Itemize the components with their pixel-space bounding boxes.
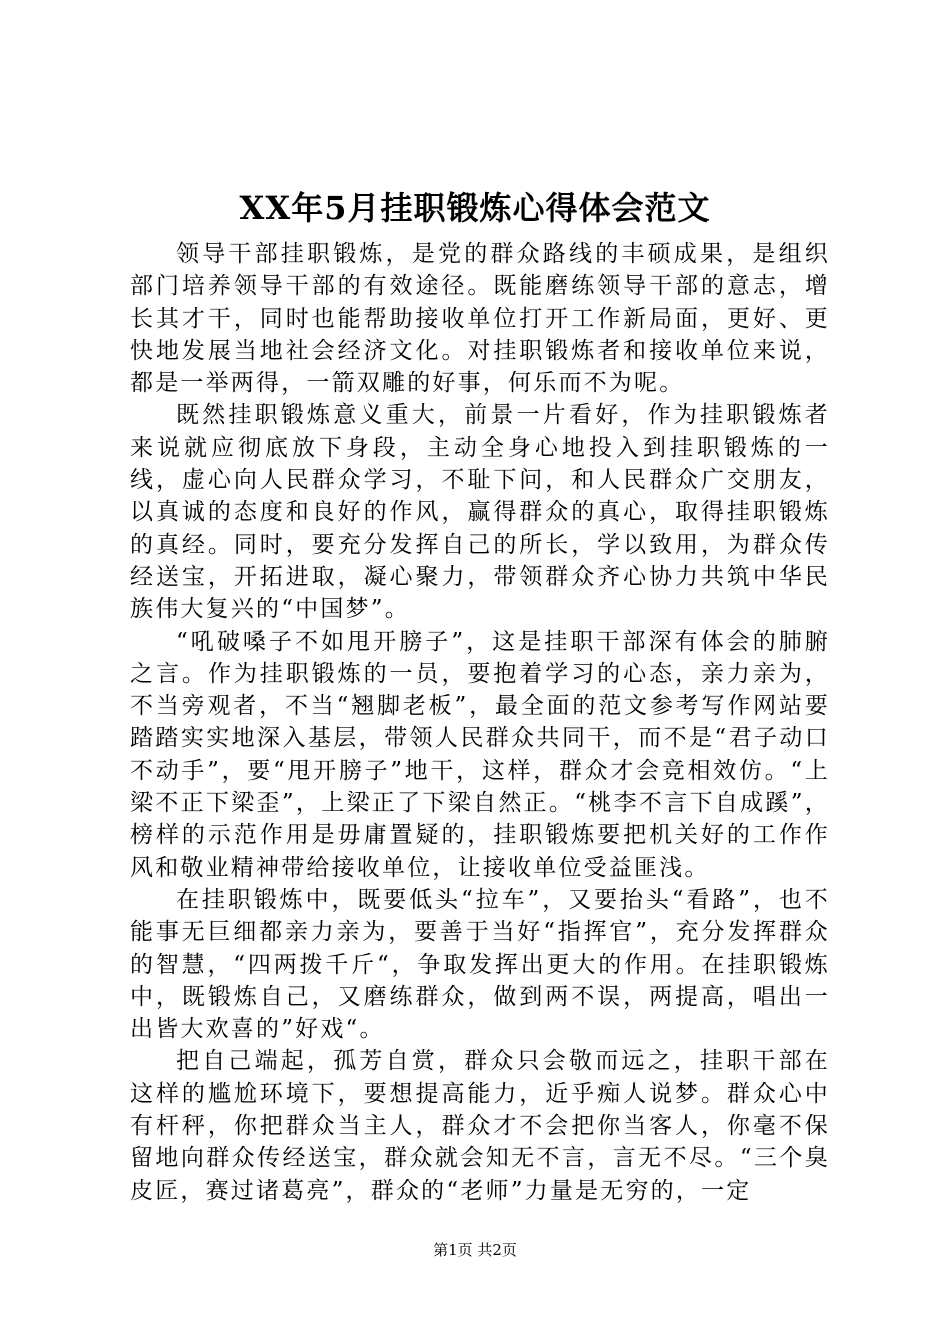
paragraph: “吼破嗓子不如甩开膀子”，这是挂职干部深有体会的肺腑之言。作为挂职锻炼的一员，要抱着学习的心态，亲力亲为，不当旁观者，不当“翘脚老板”，最全面的范文参考写作网站要踏踏实实地深入基层，带领人民群众共同干，而不是“君子动口不动手”，要“甩开膀子”地干，这样，群众才会竞相效仿。“上梁不正下梁歪”，上梁正了下梁自然正。“桃李不言下自成蹊”，榜样的示范作用是毋庸置疑的，挂职锻炼要把机关好的工作作风和敬业精神带给接收单位，让接收单位受益匪浅。 — [130, 628, 830, 881]
document-body — [130, 238, 830, 1207]
paragraph: 在挂职锻炼中，既要低头“拉车”，又要抬头“看路”，也不能事无巨细都亲力亲为，要善于当好“指挥官”，充分发挥群众的智慧，“四两拨千斤“，争取发挥出更大的作用。在挂职锻炼中，既锻炼自己，又磨练群众，做到两不误，两提高，唱出一出皆大欢喜的”好戏“。 — [130, 886, 830, 1043]
paragraph: 把自己端起，孤芳自赏，群众只会敬而远之，挂职干部在这样的尴尬环境下，要想提高能力，近乎痴人说梦。群众心中有杆秤，你把群众当主人，群众才不会把你当客人，你毫不保留地向群众传经送宝，群众就会知无不言，言无不尽。“三个臭皮匠，赛过诸葛亮”，群众的“老师”力量是无穷的，一定 — [130, 1048, 830, 1204]
document-title: XX年5月挂职锻炼心得体会范文 — [239, 189, 711, 227]
page-number: 第1页 共2页 — [433, 1241, 517, 1259]
paragraph: 既然挂职锻炼意义重大，前景一片看好，作为挂职锻炼者来说就应彻底放下身段，主动全身心地投入到挂职锻炼的一线，虚心向人民群众学习，不耻下问，和人民群众广交朋友，以真诚的态度和良好的作风，赢得群众的真心，取得挂职锻炼的真经。同时，要充分发挥自己的所长，学以致用，为群众传经送宝，开拓进取，凝心聚力，带领群众齐心协力共筑中华民族伟大复兴的“中国梦”。 — [130, 402, 830, 623]
paragraph: 领导干部挂职锻炼，是党的群众路线的丰硕成果，是组织部门培养领导干部的有效途径。既能磨练领导干部的意志，增长其才干，同时也能帮助接收单位打开工作新局面，更好、更快地发展当地社会经济文化。对挂职锻炼者和接收单位来说，都是一举两得，一箭双雕的好事，何乐而不为呢。 — [130, 241, 830, 397]
